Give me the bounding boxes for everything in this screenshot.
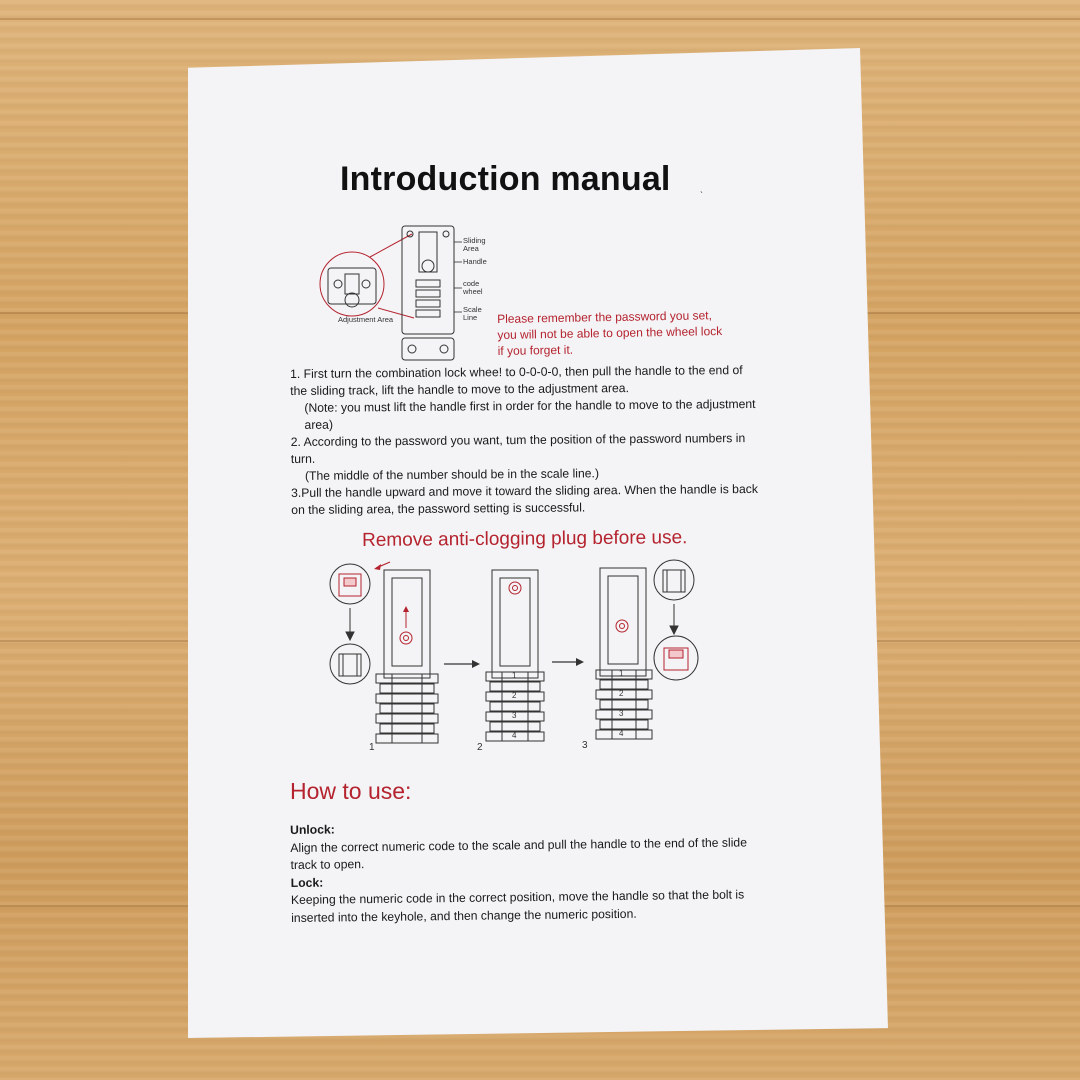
wheel-digit: 2 [619,689,624,698]
instruction-step-1-note: (Note: you must lift the handle first in order for the handle to move to the adjustment area) [304,396,756,432]
step-number: 1 [369,742,375,753]
adjustment-area-callout [320,252,384,316]
sliding-area-label: Sliding Area [463,236,486,253]
wheel-digit: 2 [512,691,517,700]
plug-notice: Remove anti-clogging plug before use. [362,527,688,551]
how-to-use-heading: How to use: [290,778,412,804]
wheel-digit: 3 [512,711,517,720]
step3-lock [596,568,652,739]
lock-body [402,226,454,360]
step-number: 2 [477,742,483,753]
usage-instructions [290,816,761,927]
lock-label: Lock: [290,875,324,890]
wheel-digit: 3 [619,709,624,718]
step1-callouts [330,564,370,684]
unlock-label: Unlock: [290,822,335,837]
scale-line-label: Scale Line [463,305,482,322]
adjustment-area-label: Adjustment Area [338,315,394,324]
setup-instructions [290,362,761,519]
password-warning: Please remember the password you set, you will not be able to open the wheel lock if you forget it. [497,308,723,358]
title-mark: ˎ [700,183,704,194]
instruction-step-2: 2. According to the password you want, tum the position of the password numbers in turn. [290,431,746,466]
wood-seam [0,18,1080,20]
wheel-digit: 1 [512,671,517,680]
label-leaders [454,242,462,312]
instruction-step-2-note: (The middle of the number should be in the scale line.) [304,466,600,483]
instruction-step-3: 3.Pull the handle upward and move it toward the sliding area. When the handle is back on the sliding area, the password setting is successful. [291,481,758,517]
document-title: Introduction manual [340,160,671,198]
steps-diagram [326,560,706,760]
step3-callouts [654,560,698,680]
code-wheel-label: code wheel [463,279,483,296]
handle-label: Handle [463,257,487,266]
wheel-digit: 4 [619,729,624,738]
instruction-step-1: 1. First turn the combination lock whee! to 0-0-0-0, then pull the handle to the end of the sliding track, lift the handle to move to the adjustment area. [290,363,743,398]
step1-lock [376,570,438,743]
wheel-digit: 4 [512,731,517,740]
lock-text: Keeping the numeric code in the correct position, move the handle so that the bolt is inserted into the keyhole, and then change the numeric position. [290,887,745,925]
step-number: 3 [582,740,588,751]
unlock-text: Align the correct numeric code to the scale and pull the handle to the end of the slide track to open. [290,834,748,872]
callout-line [370,234,412,257]
wheel-digit: 1 [619,669,624,678]
